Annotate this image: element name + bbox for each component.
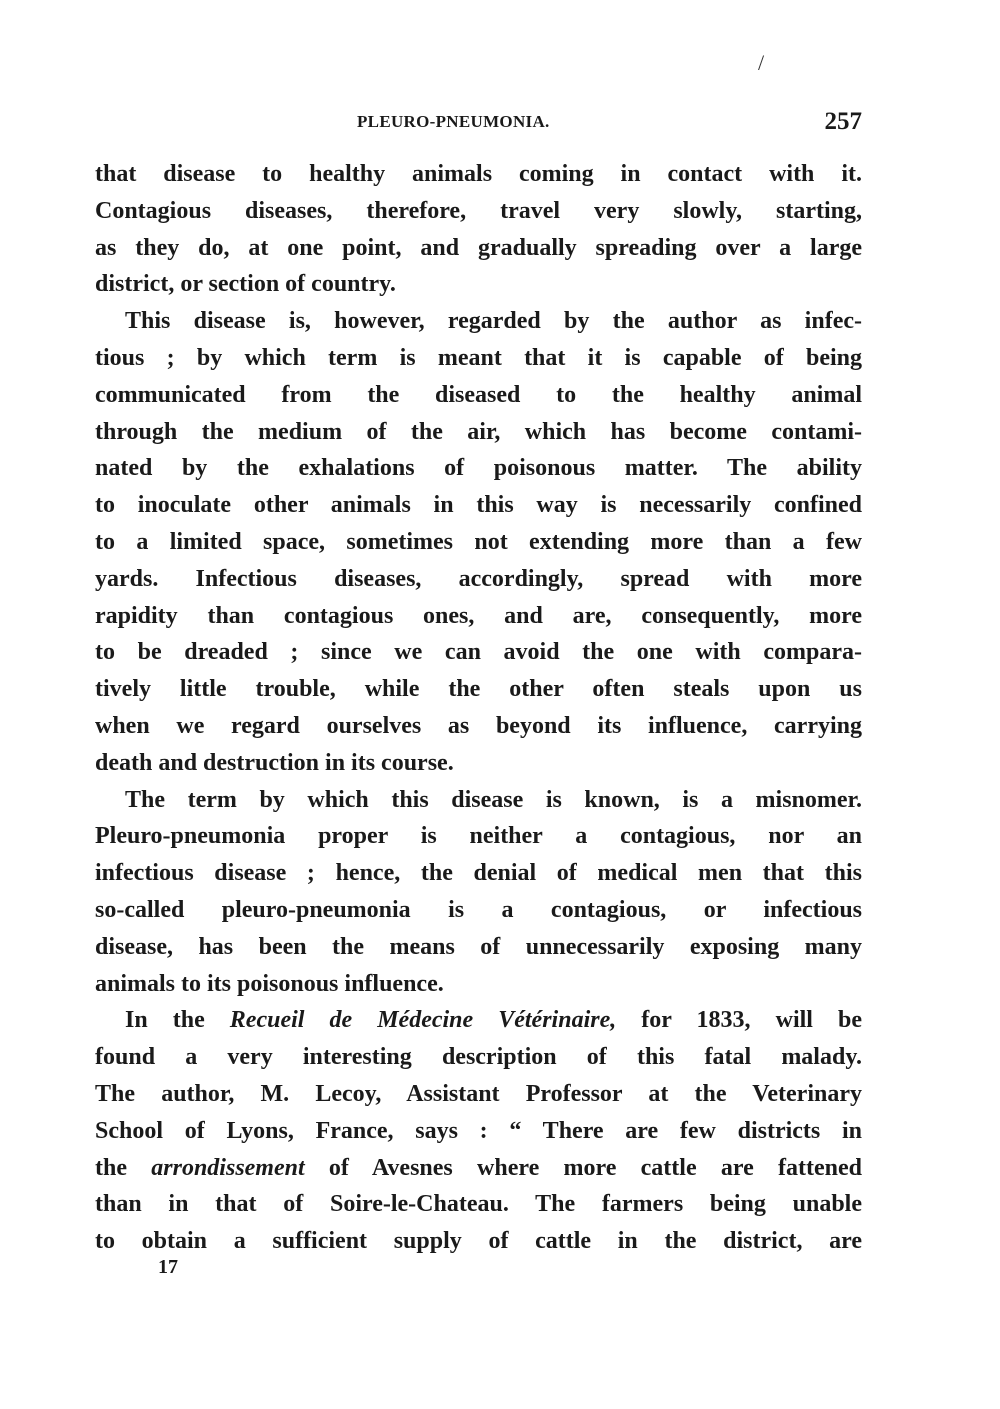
body-text — [95, 156, 862, 1260]
journal-title: Recueil de Médecine Vétérinaire, — [229, 1007, 617, 1034]
text-line: district, or section of country. — [95, 271, 396, 298]
text-line: death and destruction in its course. — [95, 749, 454, 776]
page-number: 257 — [824, 108, 862, 135]
text-line: communicated from the diseased to the healthy animal — [95, 381, 862, 408]
paragraph-recueil — [95, 1002, 862, 1260]
text-line: found a very interesting description of this fatal malady. — [95, 1044, 862, 1071]
text-line: so-called pleuro-pneumonia is a contagious, or infectious — [95, 896, 862, 923]
text-line: nated by the exhalations of poisonous matter. The ability — [95, 455, 862, 482]
text-line: than in that of Soire-le-Chateau. The farmers being unable — [95, 1191, 862, 1218]
text-line: In the Recueil de Médecine Vétérinaire, for 1833, will be — [125, 1007, 863, 1034]
text-line: to inoculate other animals in this way is necessarily confined — [95, 492, 862, 519]
text-line: yards. Infectious diseases, accordingly, spread with more — [95, 565, 862, 592]
text-line: rapidity than contagious ones, and are, consequently, more — [95, 602, 862, 629]
running-title: PLEURO-PNEUMONIA. — [357, 112, 550, 131]
text-line: Contagious diseases, therefore, travel very slowly, starting, — [95, 197, 862, 224]
text-line: when we regard ourselves as beyond its influence, carrying — [95, 712, 862, 739]
text-line: The author, M. Lecoy, Assistant Professor at the Veterinary — [95, 1080, 862, 1107]
text-line: to a limited space, sometimes not extending more than a few — [95, 528, 862, 555]
arrondissement-term: arrondissement — [151, 1154, 305, 1181]
text-line: through the medium of the air, which has become contami- — [95, 418, 862, 445]
text-line: This disease is, however, regarded by the author as infec- — [125, 308, 862, 335]
text-line: to be dreaded ; since we can avoid the one with compara- — [95, 639, 862, 666]
running-head — [95, 108, 862, 138]
text-line: that disease to healthy animals coming in contact with it. — [95, 161, 862, 187]
signature-mark: 17 — [158, 1256, 178, 1278]
text-line: the arrondissement of Avesnes where more cattle are fattened — [95, 1154, 863, 1181]
text-line: tious ; by which term is meant that it is capable of being — [95, 344, 862, 371]
text-line: The term by which this disease is known, is a misnomer. — [125, 786, 862, 813]
text-line: School of Lyons, France, says : “ There are few districts in — [95, 1117, 862, 1144]
text-line: animals to its poisonous influence. — [95, 970, 444, 997]
text-line: disease, has been the means of unnecessarily exposing many — [95, 933, 862, 960]
text-line: to obtain a sufficient supply of cattle in the district, are — [95, 1228, 862, 1255]
text-line: tively little trouble, while the other often steals upon us — [95, 676, 862, 703]
text-line: Pleuro-pneumonia proper is neither a contagious, nor an — [95, 823, 862, 850]
text-line: infectious disease ; hence, the denial of medical men that this — [95, 860, 862, 887]
paragraphs-1-3 — [95, 156, 862, 1002]
stray-mark: / — [758, 50, 765, 75]
text-line: as they do, at one point, and gradually spreading over a large — [95, 234, 862, 261]
